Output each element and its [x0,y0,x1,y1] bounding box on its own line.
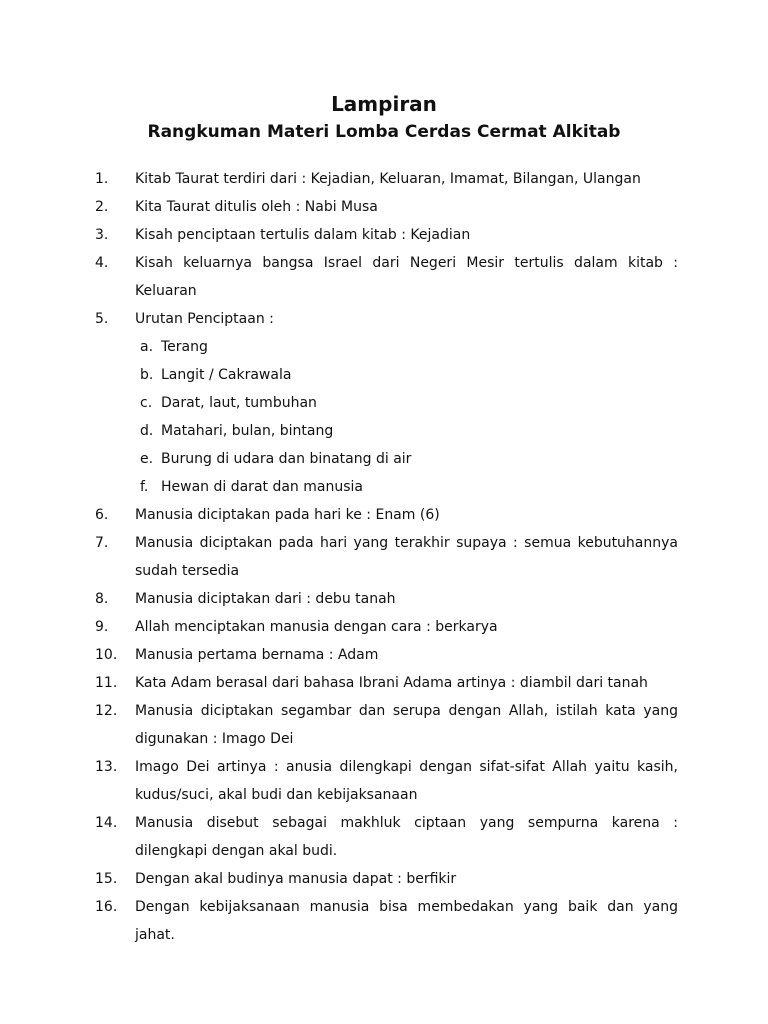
list-item-number: 3. [95,227,109,243]
list-item-number: 5. [95,311,109,327]
sub-list-item-letter: d. [140,423,154,439]
sub-list-item [95,361,678,389]
sub-list-item-letter: e. [140,451,154,467]
list-item [95,809,678,865]
summary-list [95,165,678,949]
sub-list-item [95,473,678,501]
sub-list-item-text: Matahari, bulan, bintang [161,423,334,439]
sub-list-item-letter: a. [140,339,154,355]
sub-list-item-letter: c. [140,395,153,411]
list-item-text: Manusia pertama bernama : Adam [135,647,379,663]
list-item-text: Kitab Taurat terdiri dari : Kejadian, Keluaran, Imamat, Bilangan, Ulangan [135,171,641,187]
list-item [95,249,678,305]
list-item-number: 10. [95,647,118,663]
list-item-text: Dengan akal budinya manusia dapat : berfikir [135,871,457,887]
list-item-text: Allah menciptakan manusia dengan cara : berkarya [135,619,498,635]
list-item [95,697,678,753]
list-item [95,585,678,613]
list-item-number: 8. [95,591,109,607]
list-item-text: Kisah keluarnya bangsa Israel dari Negeri Mesir tertulis dalam kitab : Keluaran [135,255,678,299]
list-item-number: 7. [95,535,109,551]
list-item-text: Manusia diciptakan pada hari yang terakhir supaya : semua kebutuhannya sudah tersedia [135,535,678,579]
list-item-text: Dengan kebijaksanaan manusia bisa membedakan yang baik dan yang jahat. [135,899,678,943]
list-item-number: 12. [95,703,118,719]
sub-list-item-text: Darat, laut, tumbuhan [161,395,317,411]
list-item-number: 15. [95,871,118,887]
list-item [95,893,678,949]
list-item-text: Manusia diciptakan dari : debu tanah [135,591,396,607]
list-item-number: 2. [95,199,109,215]
list-item [95,221,678,249]
list-item [95,193,678,221]
list-item-number: 14. [95,815,118,831]
sub-list-item-text: Langit / Cakrawala [161,367,292,383]
list-item-number: 16. [95,899,118,915]
list-item-number: 1. [95,171,109,187]
list-item-text: Manusia disebut sebagai makhluk ciptaan yang sempurna karena : dilengkapi dengan akal budi. [135,815,678,859]
list-item-number: 13. [95,759,118,775]
list-item-number: 4. [95,255,109,271]
sub-list-item [95,333,678,361]
sub-list-item-letter: b. [140,367,154,383]
list-item-number: 6. [95,507,109,523]
list-item [95,669,678,697]
list-item [95,501,678,529]
sub-list-item-letter: f. [140,479,149,495]
list-item-text: Imago Dei artinya : anusia dilengkapi dengan sifat-sifat Allah yaitu kasih, kudus/suci, akal budi dan kebijaksanaan [135,759,678,803]
list-item [95,641,678,669]
document-title: Lampiran [331,92,437,116]
list-item-text: Kisah penciptaan tertulis dalam kitab : Kejadian [135,227,471,243]
list-item-number: 11. [95,675,118,691]
list-item [95,529,678,585]
list-item [95,753,678,809]
sub-list-item [95,389,678,417]
list-item-text: Manusia diciptakan pada hari ke : Enam (6) [135,507,440,523]
sub-list-item-text: Terang [161,339,208,355]
sub-list-item-text: Burung di udara dan binatang di air [161,451,412,467]
list-item-text: Urutan Penciptaan : [135,311,274,327]
sub-list-item [95,445,678,473]
list-item-number: 9. [95,619,109,635]
list-item-text: Kata Adam berasal dari bahasa Ibrani Adama artinya : diambil dari tanah [135,675,648,691]
list-item [95,613,678,641]
list-item [95,865,678,893]
sub-list-item-text: Hewan di darat dan manusia [161,479,363,495]
list-item-text: Kita Taurat ditulis oleh : Nabi Musa [135,199,378,215]
list-item-text: Manusia diciptakan segambar dan serupa dengan Allah, istilah kata yang digunakan : Imago Dei [135,703,678,747]
sub-list-item [95,417,678,445]
document-subtitle: Rangkuman Materi Lomba Cerdas Cermat Alkitab [147,122,621,142]
list-item [95,165,678,193]
list-item [95,305,678,333]
